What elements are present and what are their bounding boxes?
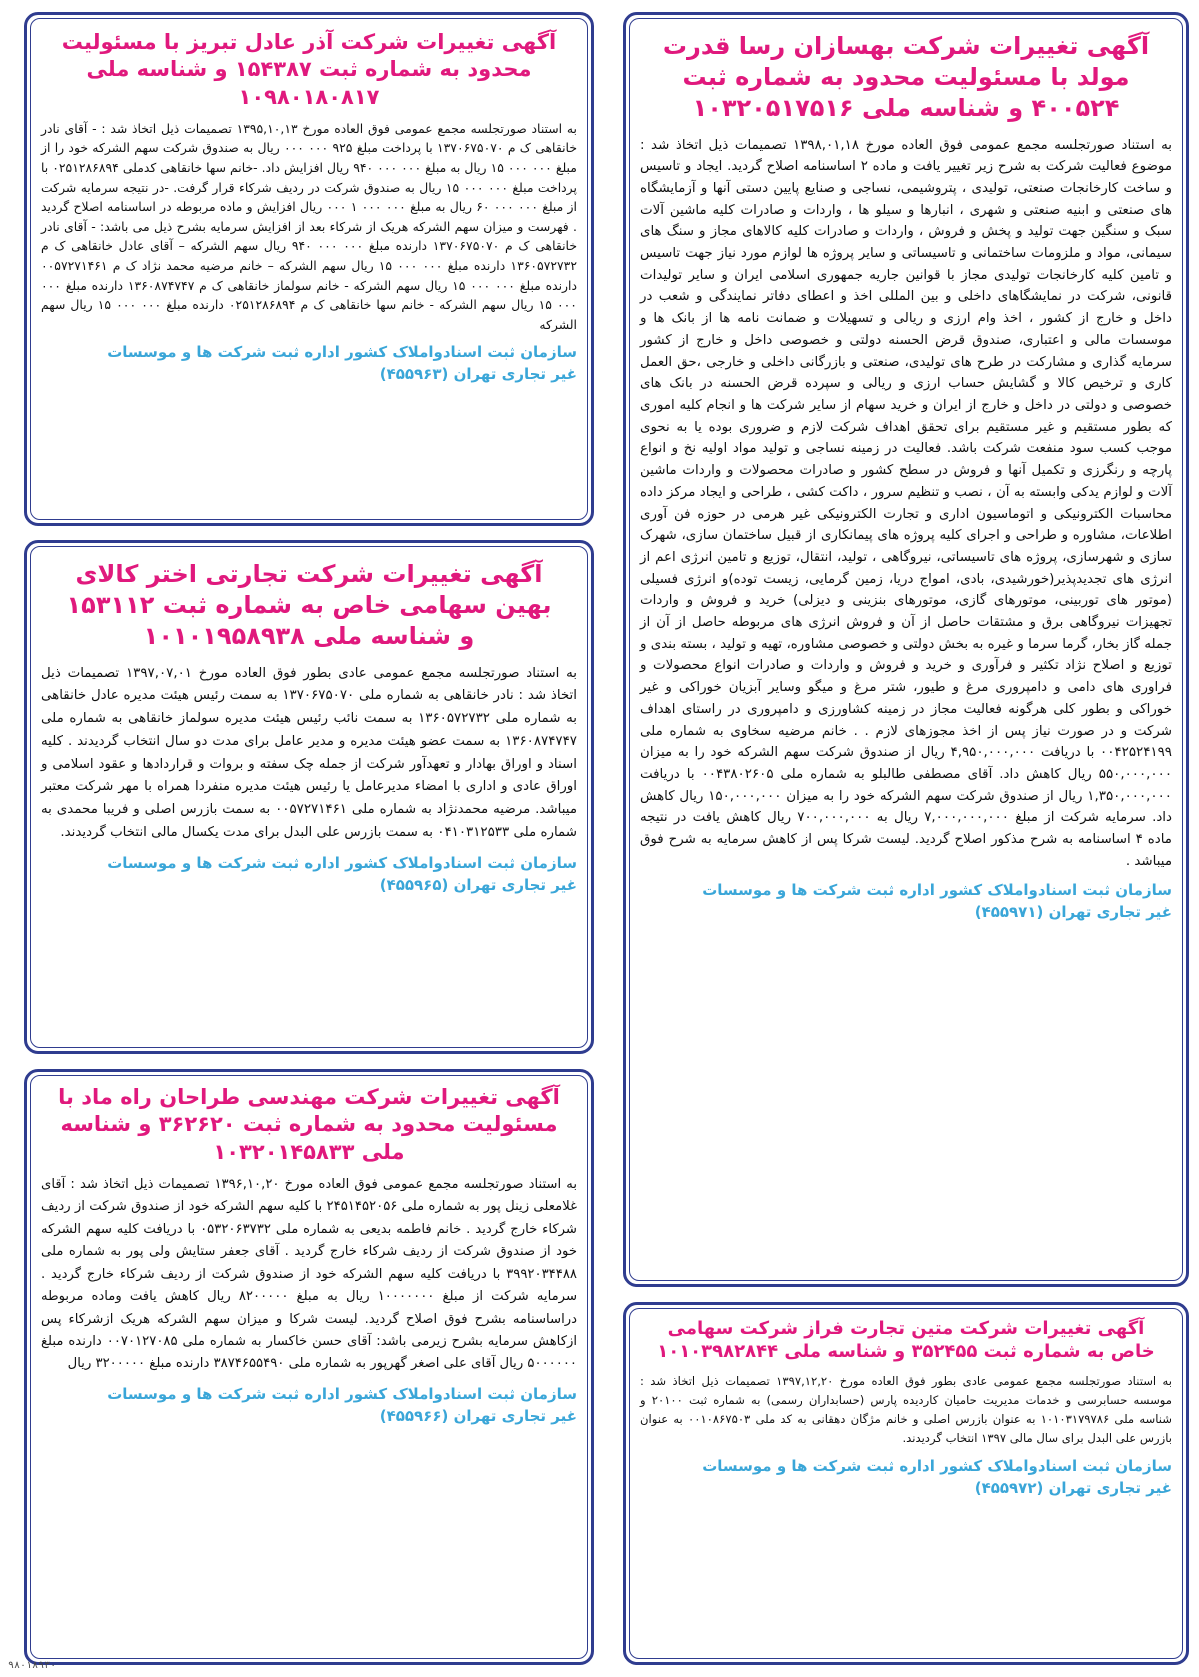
registry-code-line: غیر تجاری تهران (۴۵۵۹۶۶) <box>379 1406 577 1425</box>
notice-box <box>623 12 1189 1287</box>
registry-office-line: سازمان ثبت اسنادواملاک کشور اداره ثبت شرکت ها و موسسات <box>107 853 577 872</box>
notice-box <box>24 540 594 1054</box>
notice-box <box>24 1069 594 1665</box>
registry-office-line: سازمان ثبت اسنادواملاک کشور اداره ثبت شرکت ها و موسسات <box>107 343 577 362</box>
registry-code-line: غیر تجاری تهران (۴۵۵۹۶۳) <box>379 365 577 384</box>
registry-office-line: سازمان ثبت اسنادواملاک کشور اداره ثبت شرکت ها و موسسات <box>702 881 1172 900</box>
notice-title: آگهی تغییرات شرکت تجارتی اختر کالای بهین سهامی خاص به شماره ثبت ۱۵۳۱۱۲ و شناسه ملی ۱۰۱۰۱۹۵۸۹۳۸ <box>66 560 552 651</box>
notice-body: به استناد صورتجلسه مجمع عمومی فوق العاده مورخ ۱۳۹۵,۱۰,۱۳ تصمیمات ذیل اتخاذ شد : - آقای نادر خانقاهی ک م ۱۳۷۰۶۷۵۰۷۰ با پرداخت مبلغ ۹۲۵ ۰۰۰ ۰۰۰ ریال به صندوق شرکت سهم الشرکه خود را از مبلغ ۰۰۰ ۰۰۰ ۱۵ ریال به مبلغ ۰۰۰ ۰۰۰ ۹۴۰ ریال افزایش داد. -خانم سها خانقاهی کدملی ۰۲۵۱۲۸۶۸۹۴ با پرداخت مبلغ ۰۰۰ ۰۰۰ ۱۵ ریال به صندوق شرکت در ردیف شرکاء قرار گرفت. -در نتیجه سرمایه شرکت از مبلغ ۰۰۰ ۰۰۰ ۶۰ ریال به مبلغ ۰۰۰ ۰۰۰ ۱ ۰۰۰ ریال افزایش و ماده مربوطه در اساسنامه اصلاح گردید . فهرست و میزان سهم الشرکه هریک از شرکاء بعد از افزایش سرمایه بشرح ذیل می باشد: - آقای نادر خانقاهی ک م ۱۳۷۰۶۷۵۰۷۰ دارنده مبلغ ۰۰۰ ۰۰۰ ۹۴۰ ریال سهم الشرکه – آقای عادل خانقاهی ک م ۱۳۶۰۵۷۲۷۳۲ دارنده مبلغ ۰۰۰ ۰۰۰ ۱۵ ریال سهم الشرکه – خانم مرضیه محمد نژاد ک م ۰۰۵۷۲۷۱۴۶۱ دارنده مبلغ ۰۰۰ ۰۰۰ ۱۵ ریال سهم الشرکه - خانم سولماز خانقاهی ک م ۱۳۶۰۸۷۴۷۴۷ دارنده مبلغ ۰۰۰ ۰۰۰ ۱۵ ریال سهم الشرکه - خانم سها خانقاهی ک م ۰۲۵۱۲۸۶۸۹۴ دارنده مبلغ ۰۰۰ ۰۰۰ ۱۵ ریال سهم الشرکه <box>41 120 577 332</box>
notice-body: به استناد صورتجلسه مجمع عمومی عادی بطور فوق العاده مورخ ۱۳۹۷,۱۲,۲۰ تصمیمات ذیل اتخاذ شد : موسسه حسابرسی و خدمات مدیریت حامیان کاردیده پارس (حسابداران رسمی) به شماره ثبت ۲۰۱۰۰ و شناسه ملی ۱۰۱۰۳۱۷۹۷۸۶ به عنوان بازرس اصلی و خانم مژگان دهقانی به کد ملی ۰۰۱۰۸۶۷۵۰۳ به عنوان بازرس علی البدل برای سال مالی ۱۳۹۷ انتخاب گردیدند. <box>640 1373 1172 1446</box>
notice-footer <box>41 1384 577 1428</box>
notice-footer <box>640 880 1172 924</box>
notice-footer <box>41 853 577 897</box>
notice-title: آگهی تغییرات شرکت متین تجارت فراز شرکت سهامی خاص به شماره ثبت ۳۵۲۴۵۵ و شناسه ملی ۱۰۱۰۳۹۸۲۸۴۴ <box>657 1318 1155 1363</box>
notice-box <box>24 12 594 526</box>
page-code: ۹۸۰۱۸۹۳۰ <box>8 1660 57 1671</box>
registry-office-line: سازمان ثبت اسنادواملاک کشور اداره ثبت شرکت ها و موسسات <box>107 1384 577 1403</box>
notice-body: به استناد صورتجلسه مجمع عمومی عادی بطور فوق العاده مورخ ۱۳۹۷,۰۷,۰۱ تصمیمات ذیل اتخاذ شد : نادر خانقاهی به شماره ملی ۱۳۷۰۶۷۵۰۷۰ به سمت رئیس هیئت مدیره عادل خانقاهی به شماره ملی ۱۳۶۰۵۷۲۷۳۲ به سمت نائب رئیس هیئت مدیره سولماز خانقاهی به شماره ملی ۱۳۶۰۸۷۴۷۴۷ به سمت عضو هیئت مدیره و مدیر عامل برای مدت دو سال انتخاب گردیدند . کلیه اسناد و اوراق بهادار و تعهدآور شرکت از جمله چک سفته و بروات و قراردادها و عقود اسلامی و اوراق عادی و اداری با امضاء مدیرعامل یا رئیس هیئت مدیره منفردا همراه با مهر شرکت معتبر میباشد. مرضیه محمدنژاد به شماره ملی ۰۰۵۷۲۷۱۴۶۱ به سمت بازرس اصلی و فریبا محمدی به شماره ملی ۰۴۱۰۳۱۲۵۳۳ به سمت بازرس علی البدل برای مدت یکسال مالی انتخاب گردیدند. <box>41 665 578 841</box>
notice-footer <box>640 1456 1172 1500</box>
registry-code-line: غیر تجاری تهران (۴۵۵۹۷۱) <box>974 903 1172 922</box>
registry-office-line: سازمان ثبت اسنادواملاک کشور اداره ثبت شرکت ها و موسسات <box>702 1457 1172 1476</box>
notice-footer <box>41 342 577 386</box>
notice-title: آگهی تغییرات شرکت مهندسی طراحان راه ماد با مسئولیت محدود به شماره ثبت ۳۶۲۶۲۰ و شناسه ملی ۱۰۳۲۰۱۴۵۸۳۳ <box>58 1085 560 1164</box>
notice-box <box>623 1302 1189 1665</box>
notice-body: به استناد صورتجلسه مجمع عمومی فوق العاده مورخ ۱۳۹۶,۱۰,۲۰ تصمیمات ذیل اتخاذ شد : آقای غلامعلی زینل پور به شماره ملی ۲۴۵۱۴۵۲۰۵۶ با کلیه سهم الشرکه خود از صندوق شرکت از ردیف شرکاء خارج گردید . خانم فاطمه بدیعی به شماره ملی ۰۵۳۲۰۶۳۷۳۲ با دریافت کلیه سهم الشرکه خود از صندوق شرکت از ردیف شرکاء خارج گردید . آقای جعفر ستایش ولی پور به شماره ملی ۳۹۹۲۰۳۴۴۸۸ با دریافت کلیه سهم الشرکه خود از صندوق شرکت از ردیف شرکاء خارج گردید . سرمایه شرکت از مبلغ ۱۰۰۰۰۰۰۰ ریال به مبلغ ۸۲۰۰۰۰۰ ریال کاهش یافت وماده مربوطه دراساسنامه بشرح فوق اصلاح گردید. لیست شرکا و میزان سهم الشرکه هریک ازشرکاء پس ازکاهش سرمایه بشرح زیرمی باشد: آقای حسن خاکسار به شماره ملی ۰۰۷۰۱۲۷۰۸۵ دارنده مبلغ ۵۰۰۰۰۰۰ ریال آقای علی اصغر گهرپور به شماره ملی ۳۸۷۴۶۵۵۴۹۰ دارنده مبلغ ۳۲۰۰۰۰۰ ریال <box>41 1176 578 1372</box>
registry-code-line: غیر تجاری تهران (۴۵۵۹۶۵) <box>379 875 577 894</box>
notice-title: آگهی تغییرات شرکت بهسازان رسا قدرت مولد با مسئولیت محدود به شماره ثبت ۴۰۰۵۲۴ و شناسه ملی ۱۰۳۲۰۵۱۷۵۱۶ <box>662 32 1150 123</box>
notice-title: آگهی تغییرات شرکت آذر عادل تبریز با مسئولیت محدود به شماره ثبت ۱۵۴۳۸۷ و شناسه ملی ۱۰۹۸۰۱۸۰۸۱۷ <box>61 30 557 109</box>
notice-body: به استناد صورتجلسه مجمع عمومی فوق العاده مورخ ۱۳۹۸,۰۱,۱۸ تصمیمات ذیل اتخاذ شد : موضوع فعالیت شرکت به شرح زیر تغییر یافت و ماده ۲ اساسنامه اصلاح گردید. ایجاد و تاسیس و ساخت کارخانجات صنعتی، تولیدی ، پتروشیمی، نساجی و صنایع پایین دستی آنها و آزمایشگاه های صنعتی و ابنیه صنعتی و شهری ، انبارها و سیلو ها ، واردات و صادرات کلیه ماشین آلات سبک و سنگین جهت تولید و پخش و فروش ، واردات و صادرات کلیه کالاهای مجاز و سنگ های سیمانی، مواد و ملزومات ساختمانی و تاسیساتی و سایر پروژه ها لوازم مورد نیاز جهت تاسیس و تامین کلیه کارخانجات تولیدی مجاز با قوانین جاریه جمهوری اسلامی ایران و سایر تولیدات قانونی، شرکت در نمایشگاهای داخلی و بین المللی اخذ و اعطای دفاتر نمایندگی و شعب در داخل و خارج از کشور ، اخذ وام ارزی و ریالی و تسهیلات و ضمانت نامه ها از بانک ها و موسسات مالی و اعتباری، صندوق قرض الحسنه دولتی و خصوصی داخل و خارج از کشور سرمایه گذاری و مشارکت در طرح های تولیدی، صنعتی و بازرگانی داخلی و خارجی ،حق العمل کاری و ترخیص کالا و گشایش حساب ارزی و ریالی و سپرده قرض الحسنه در بانک های خصوصی و دولتی در داخل و خارج از ایران و خرید سهام از سایر شرکت ها و انجام کلیه اموری که بطور مستقیم و غیر مستقیم برای تحقق اهداف شرکت لازم و ضروری بوده یا به نحوی موجب کسب سود منفعت شرکت باشد. فعالیت در زمینه نساجی و تولید مواد اولیه نخ و انواع پارچه و رنگرزی و تکمیل آنها و فروش در سطح کشور و صادرات محصولات و واردات ماشین آلات و لوازم یدکی وابسته به آن ، نصب و تنظیم سرور ، داکت کشی ، طراحی و ایجاد مرکز داده محاسبات الکترونیکی و اتوماسیون اداری و تجارت الکترونیکی غیر هرمی در حوزه فن آوری اطلاعات، مشاوره و طراحی و اجرای کلیه پروژه های پیمانکاری از قبیل ساختمان سازی، شهرک سازی و شهرسازی، پروژه های تاسیساتی، نیروگاهی ، تولید، انتقال، توزیع و تامین انرژی اعم از انرژی های تجدیدپذیر(خورشیدی، بادی، امواج دریا، زمین گرمایی، زیست توده)و انرژی فسیلی (موتور های توربینی، موتورهای گازی، موتورهای بنزینی و دیزلی) خرید و فروش و واردات تجهیزات نیروگاهی برق و مشتقات حاصل از آن و فروش انرژی های مربوطه حاصل از آن از جمله گاز بخار، گرما سرما و غیره به بخش دولتی و خصوصی مشاوره، تهیه و تولید ، بسته بندی و توزیع و اصلاح نژاد تکثیر و فرآوری و خرید و فروش و واردات و صادرات انواع محصولات و فراوری های دامی و دامپروری مرغ و طیور، شتر مرغ و میگو وسایر آبزیان خوراکی و غیر خوراکی و بطور کلی هرگونه فعالیت مجاز در زمینه کشاورزی و دامپروری در راستای اهداف شرکت و در صورت نیاز پس از اخذ مجوزهای لازم . . خانم مرضیه سخاوی به شماره ملی ۰۰۴۲۵۲۴۱۹۹ با دریافت ۴,۹۵۰,۰۰۰,۰۰۰ ریال از صندوق شرکت سهم الشرکه خود را به میزان ۵۵۰,۰۰۰,۰۰۰ ریال کاهش داد. آقای مصطفی طالبلو به شماره ملی ۰۰۴۳۸۰۲۶۰۵ با دریافت ۱,۳۵۰,۰۰۰,۰۰۰ ریال از صندوق شرکت سهم الشرکه خود را به میزان ۱۵۰,۰۰۰,۰۰۰ ریال کاهش داد. سرمایه شرکت از مبلغ ۷,۰۰۰,۰۰۰,۰۰۰ ریال به ۷۰۰,۰۰۰,۰۰۰ ریال کاهش یافت در نتیجه ماده ۴ اساسنامه به شرح مذکور اصلاح گردید. لیست شرکا پس از کاهش سرمایه به شرح فوق میباشد . <box>640 137 1173 869</box>
registry-code-line: غیر تجاری تهران (۴۵۵۹۷۲) <box>974 1479 1172 1498</box>
